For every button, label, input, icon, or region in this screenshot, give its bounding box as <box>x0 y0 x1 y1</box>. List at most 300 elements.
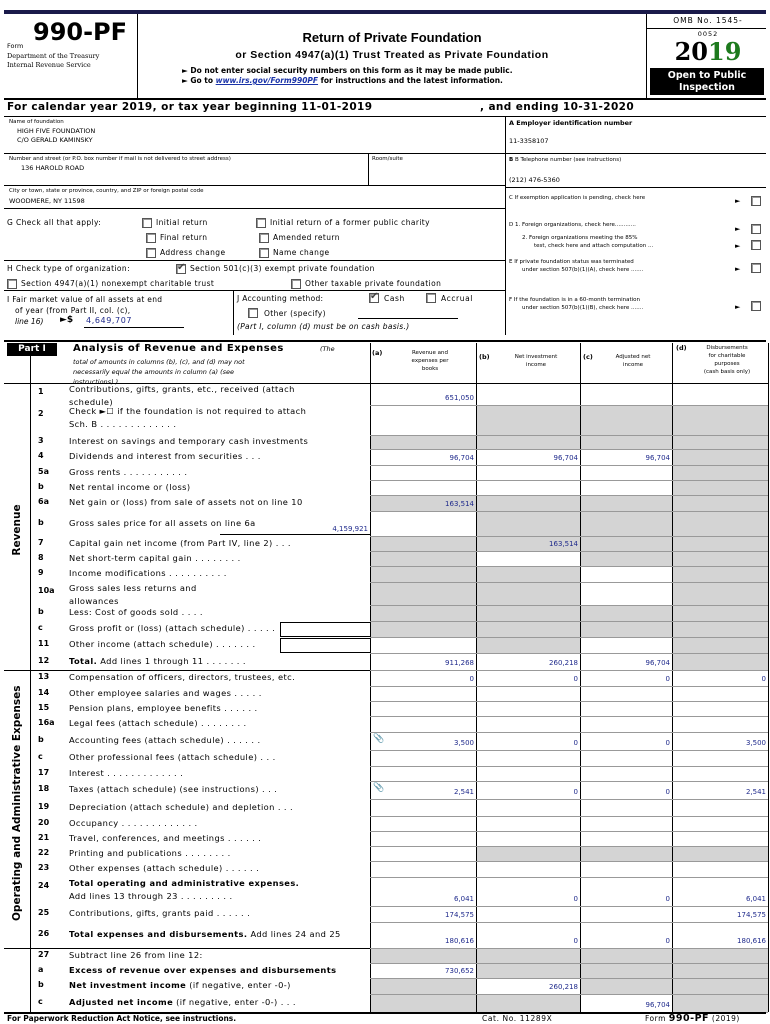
line-description: Other professional fees (attach schedule) . . . <box>69 752 276 762</box>
grey-cell <box>477 512 580 536</box>
row-rule <box>370 831 768 832</box>
line-description: Printing and publications . . . . . . . . <box>69 847 231 858</box>
line-description: Total expenses and disbursements. Add lines 24 and 25 <box>69 929 341 939</box>
attachment-icon[interactable]: 📎 <box>373 783 385 793</box>
grey-cell <box>673 995 768 1012</box>
grey-cell <box>477 964 580 978</box>
col-c-line-1: Adjusted net <box>615 354 651 360</box>
initial-return-checkbox[interactable] <box>142 218 152 228</box>
line-number: b <box>38 980 44 989</box>
row-rule <box>370 686 768 687</box>
irs-link[interactable]: www.irs.gov/Form990PF <box>215 76 319 85</box>
amount-col-d: 3,500 <box>745 739 766 747</box>
line-description: Taxes (attach schedule) (see instructions) . . . <box>69 784 278 794</box>
footer-form-year: (2019) <box>711 1014 740 1023</box>
row-rule <box>370 781 768 782</box>
ssn-warning: ► Do not enter social security numbers on this form as it may be made public. <box>182 66 513 75</box>
grey-cell <box>673 949 768 963</box>
amount-col-c: 0 <box>665 739 670 747</box>
amount-col-a: 730,652 <box>445 967 474 975</box>
j-note: (Part I, column (d) must be on cash basis.) <box>237 322 410 331</box>
name-change-checkbox[interactable] <box>259 248 269 258</box>
omb-label: OMB No. 1545- <box>673 16 743 25</box>
line-number: 8 <box>38 552 44 562</box>
d1-checkbox[interactable] <box>751 224 761 234</box>
arrow-f: ► <box>735 303 741 311</box>
col-d-line-1: Disbursements <box>706 345 748 351</box>
city-value: WOODMERE, NY 11598 <box>9 197 85 205</box>
line-description: Other employee salaries and wages . . . . . <box>69 687 262 698</box>
amount-col-c: 96,704 <box>645 1001 670 1009</box>
fmv-value: 4,649,707 <box>86 316 133 325</box>
line-description: Compensation of officers, directors, trustees, etc. <box>69 672 296 682</box>
dept-line2: Internal Revenue Service <box>7 61 91 69</box>
line-description-bold: Total. <box>69 655 98 666</box>
room-divider <box>368 153 369 185</box>
line-description: Net short-term capital gain . . . . . . . . <box>69 552 241 563</box>
attachment-icon[interactable]: 📎 <box>373 734 385 744</box>
f-label-2: under section 507(b)(1)(B), check here ....... <box>522 305 644 311</box>
grey-cell <box>477 583 580 605</box>
grey-cell <box>477 847 580 861</box>
row-rule <box>370 732 768 733</box>
cash-checkbox[interactable] <box>369 293 379 303</box>
grey-cell <box>581 847 672 861</box>
phone-value: (212) 476-5360 <box>509 176 560 184</box>
col-a-line-3: books <box>421 366 439 372</box>
line-description: Interest on savings and temporary cash investments <box>69 436 309 446</box>
revenue-side-label: Revenue <box>11 504 23 556</box>
line-number: 7 <box>38 537 44 547</box>
footer-form-name: 990-PF <box>668 1013 710 1024</box>
row-rule <box>370 906 768 907</box>
line-description: Net gain or (loss) from sale of assets not on line 10 <box>69 497 303 507</box>
line-number: 6a <box>38 497 49 506</box>
line-description: Contributions, gifts, grants paid . . . . . . <box>69 908 251 918</box>
line-description: Occupancy . . . . . . . . . . . . . <box>69 817 198 828</box>
line-number: 10a <box>38 586 55 595</box>
amended-return-checkbox[interactable] <box>259 233 269 243</box>
line-description: Other income (attach schedule) . . . . . . . <box>69 639 256 649</box>
footer-form <box>645 1013 740 1024</box>
grey-cell <box>371 583 476 605</box>
line-description-cont: schedule) <box>69 397 114 407</box>
amount-col-c: 0 <box>665 788 670 796</box>
year-prefix: 20 <box>674 37 708 66</box>
f-checkbox[interactable] <box>751 301 761 311</box>
g-label: G Check all that apply: <box>7 218 102 227</box>
line-description <box>69 965 336 975</box>
grey-cell <box>371 622 476 637</box>
line-description: Less: Cost of goods sold . . . . <box>69 607 203 617</box>
amount-col-b: 0 <box>573 739 578 747</box>
grey-cell <box>581 552 672 566</box>
col-b-text <box>494 353 578 369</box>
line-number: 17 <box>38 767 50 777</box>
line-description: Contributions, gifts, grants, etc., received (attach <box>69 384 295 394</box>
e-label-1: E If private foundation status was terminated <box>509 259 634 265</box>
i-dollar: ►$ <box>60 315 74 325</box>
phone-label: B B Telephone number (see instructions) <box>509 157 622 163</box>
line-number: 12 <box>38 655 50 665</box>
line-description: Travel, conferences, and meetings . . . . . . <box>69 832 262 843</box>
grey-cell <box>673 567 768 582</box>
footer-paperwork: For Paperwork Reduction Act Notice, see instructions. <box>7 1014 237 1023</box>
amount-col-b: 0 <box>573 895 578 903</box>
grey-cell <box>673 606 768 621</box>
col-b-line-2: income <box>525 362 547 368</box>
amount-col-b: 0 <box>573 937 578 945</box>
grey-cell <box>477 606 580 621</box>
line-number: 16a <box>38 718 55 727</box>
h-rule <box>4 260 506 261</box>
amount-col-c: 0 <box>665 675 670 683</box>
grey-cell <box>581 406 672 435</box>
amount-col-a: 163,514 <box>445 500 474 508</box>
sub-amount-box[interactable] <box>280 622 370 637</box>
line-number: b <box>38 481 44 491</box>
line-description: Check ►☐ if the foundation is not required to attach <box>69 406 307 416</box>
amount-col-d: 174,575 <box>737 911 766 919</box>
line-description <box>69 878 299 888</box>
i-label-2: of year (from Part II, col. (c), <box>15 306 131 315</box>
form-number: 990-PF <box>33 18 128 46</box>
line-description: Net investment income (if negative, enter -0-) <box>69 980 291 990</box>
calendar-rule <box>4 116 766 117</box>
line-number: 9 <box>38 568 44 577</box>
tax-year <box>650 37 766 66</box>
grey-cell <box>371 995 476 1012</box>
d2-label-1: 2. Foreign organizations meeting the 85% <box>522 235 638 241</box>
org-divider <box>505 116 506 208</box>
grey-cell <box>673 466 768 480</box>
col-b-line-1: Net investment <box>514 354 558 360</box>
e-checkbox[interactable] <box>751 263 761 273</box>
line-number: 11 <box>38 639 50 648</box>
amount-col-a: 174,575 <box>445 911 474 919</box>
i-label-1: I Fair market value of all assets at end <box>7 295 163 304</box>
line-description: Total. Add lines 1 through 11 . . . . . . . <box>69 655 246 666</box>
row-rule <box>370 877 768 878</box>
col-a-letter: (a) <box>372 349 383 357</box>
line-description-cont: allowances <box>69 596 119 606</box>
room-label: Room/suite <box>372 156 403 162</box>
line-description: Gross sales price for all assets on line 6a <box>69 517 256 528</box>
city-label: City or town, state or province, country, and ZIP or foreign postal code <box>9 188 204 194</box>
grey-cell <box>581 606 672 621</box>
part1-top-rule <box>4 340 766 342</box>
col-d-line-2: for charitable <box>708 353 746 359</box>
ein-value: 11-3358107 <box>509 137 549 145</box>
amount-col-a: 6,041 <box>453 895 474 903</box>
footer-form-prefix: Form <box>645 1014 666 1023</box>
foundation-name-label: Name of foundation <box>9 119 64 125</box>
line-description: Gross rents . . . . . . . . . . . <box>69 466 188 477</box>
omb-rule <box>646 28 766 29</box>
grey-cell <box>673 552 768 566</box>
grey-cell <box>371 552 476 566</box>
col-a-header <box>370 343 476 383</box>
ein-label: A Employer identification number <box>509 119 633 127</box>
amount-col-d: 0 <box>761 675 766 683</box>
i-rule <box>4 290 506 291</box>
line-description: Depreciation (attach schedule) and depletion . . . <box>69 801 294 812</box>
grey-cell <box>581 964 672 978</box>
amount-col-a: 180,616 <box>445 937 474 945</box>
grey-cell <box>673 436 768 449</box>
address-change-checkbox[interactable] <box>146 248 156 258</box>
amount-col-a: 911,268 <box>445 659 474 667</box>
col-c-text <box>596 353 670 369</box>
form-prefix: Form <box>7 42 24 50</box>
line-number: 5a <box>38 466 49 476</box>
foundation-name: HIGH FIVE FOUNDATION <box>17 127 96 135</box>
h-4947-label: Section 4947(a)(1) nonexempt charitable trust <box>21 279 215 288</box>
line-number: 13 <box>38 672 50 681</box>
amount-col-c: 96,704 <box>645 454 670 462</box>
line-description-cont: Sch. B . . . . . . . . . . . . . <box>69 419 177 429</box>
grey-cell <box>673 406 768 435</box>
line-description-bold: Total operating and administrative expenses. <box>69 878 300 888</box>
grey-cell <box>673 481 768 495</box>
amount-col-d: 180,616 <box>737 937 766 945</box>
irs-link-suffix: for instructions and the latest information. <box>318 76 503 85</box>
row-rule <box>370 750 768 751</box>
check-divider <box>505 208 506 335</box>
grey-cell <box>371 606 476 621</box>
line-description: Gross profit or (loss) (attach schedule) . . . . . <box>69 623 276 633</box>
d1-label: D 1. Foreign organizations, check here............ <box>509 222 636 228</box>
i-label-3: line 16) <box>15 317 44 326</box>
form-title: Return of Private Foundation <box>302 30 482 45</box>
irs-link-line <box>182 76 503 85</box>
other-method-label: Other (specify) <box>264 309 326 318</box>
part1-desc-1: total of amounts in columns (b), (c), and (d) may not <box>73 358 245 366</box>
line-number: c <box>38 752 43 761</box>
line-number: 18 <box>38 784 50 793</box>
line-description: Accounting fees (attach schedule) . . . . . . <box>69 735 261 745</box>
line-number: 19 <box>38 801 50 811</box>
open-inspection <box>650 68 764 95</box>
col-b-header <box>476 343 580 383</box>
row-rule <box>370 766 768 767</box>
grey-cell <box>371 567 476 582</box>
line-description-bold: Adjusted net income <box>69 997 174 1007</box>
line-number: 4 <box>38 451 44 460</box>
d2-label-2: test, check here and attach computation ... <box>534 243 654 249</box>
amount-col-b: 163,514 <box>549 540 578 548</box>
grey-cell <box>673 847 768 861</box>
line-number: 23 <box>38 863 50 872</box>
org-rule3 <box>506 187 766 188</box>
grey-cell <box>477 638 580 653</box>
h-4947-checkbox[interactable] <box>7 279 17 289</box>
line-description-cont: Add lines 13 through 23 . . . . . . . . . <box>69 891 233 901</box>
grey-cell <box>673 496 768 511</box>
amount-col-c: 0 <box>665 895 670 903</box>
inline-amount-line <box>220 534 370 535</box>
exemption-pending-label: C If exemption application is pending, check here <box>509 195 646 201</box>
col-c-header <box>580 343 672 383</box>
grey-cell <box>673 512 768 536</box>
col-a-line-2: expenses per <box>411 358 449 364</box>
ij-divider <box>233 290 234 335</box>
other-method-line[interactable] <box>358 318 458 319</box>
line-description-bold: Total expenses and disbursements. <box>69 929 248 939</box>
h-501c3-label: Section 501(c)(3) exempt private foundation <box>190 264 375 273</box>
col-a-line-1: Revenue and <box>411 350 449 356</box>
line-number: 26 <box>38 929 50 938</box>
line-number: 27 <box>38 949 50 959</box>
amount-col-a: 2,541 <box>453 788 474 796</box>
col-a-text <box>386 349 474 373</box>
initial-former-label: Initial return of a former public charity <box>270 218 430 227</box>
column-rule-0 <box>30 343 31 1012</box>
line-number: a <box>38 964 44 974</box>
line-description: Other expenses (attach schedule) . . . . . . <box>69 863 260 873</box>
column-rule-5 <box>768 343 769 1012</box>
header-divider-left <box>137 14 138 99</box>
grey-cell <box>477 496 580 511</box>
sub-amount-box[interactable] <box>280 638 370 653</box>
arrow-d1: ► <box>735 225 741 233</box>
amount-col-a: 96,704 <box>449 454 474 462</box>
grey-cell <box>673 638 768 653</box>
part1-title: Analysis of Revenue and Expenses <box>73 343 284 354</box>
h-other-label: Other taxable private foundation <box>305 279 442 288</box>
part1-desc-3: instructions).) <box>73 378 119 386</box>
part1-desc-2: necessarily equal the amounts in column (a) (see <box>73 368 235 376</box>
grey-cell <box>371 436 476 449</box>
inline-amount: 4,159,921 <box>332 525 368 533</box>
exemption-pending-checkbox[interactable] <box>751 196 761 206</box>
arrow-e: ► <box>735 265 741 273</box>
line-number: b <box>38 517 44 527</box>
arrow-d2: ► <box>735 242 741 250</box>
grey-cell <box>581 496 672 511</box>
irs-link-prefix: ► Go to <box>182 76 216 85</box>
grey-cell <box>371 537 476 551</box>
footer-cat: Cat. No. 11289X <box>482 1014 553 1023</box>
top-rule <box>4 10 766 14</box>
final-return-checkbox[interactable] <box>146 233 156 243</box>
line-number: 15 <box>38 702 50 712</box>
line-description: Gross sales less returns and <box>69 583 197 593</box>
col-d-letter: (d) <box>676 344 687 352</box>
form-subtitle: or Section 4947(a)(1) Trust Treated as Private Foundation <box>235 49 549 61</box>
grey-cell <box>581 622 672 637</box>
line-number: b <box>38 607 44 616</box>
h-501c3-checkbox[interactable] <box>176 264 186 274</box>
line-description: Subtract line 26 from line 12: <box>69 949 203 960</box>
row-rule <box>370 716 768 717</box>
row-rule <box>370 799 768 800</box>
initial-former-checkbox[interactable] <box>256 218 266 228</box>
grey-cell <box>477 622 580 637</box>
line-number: 14 <box>38 687 50 697</box>
calendar-ending: , and ending 10-31-2020 <box>480 101 635 113</box>
line-number: 1 <box>38 387 44 396</box>
line-description: Legal fees (attach schedule) . . . . . . . . <box>69 718 247 728</box>
line-number: b <box>38 735 44 744</box>
grey-cell <box>581 436 672 449</box>
col-d-header <box>672 343 768 383</box>
line-description-bold: Net investment income <box>69 980 187 990</box>
open-line2: Inspection <box>679 82 735 93</box>
d2-checkbox[interactable] <box>751 240 761 250</box>
line-description: Adjusted net income (if negative, enter -0-) . . . <box>69 997 296 1007</box>
open-line1: Open to Public <box>667 70 747 81</box>
part1-label: Part I <box>7 343 57 356</box>
line-number: 20 <box>38 817 50 827</box>
header-bottom-rule <box>4 98 766 100</box>
row-rule <box>370 670 768 671</box>
accrual-checkbox[interactable] <box>426 293 436 303</box>
amount-col-b: 0 <box>573 675 578 683</box>
line-number: 24 <box>38 881 50 890</box>
amount-col-b: 0 <box>573 788 578 796</box>
line-number: 3 <box>38 436 44 445</box>
grey-cell <box>371 949 476 963</box>
part1-title-note: (The <box>320 345 335 353</box>
row-rule <box>370 922 768 923</box>
street-label: Number and street (or P.O. box number if mail is not delivered to street address) <box>9 156 231 162</box>
line-number: c <box>38 623 43 632</box>
col-d-line-3: purposes <box>714 361 740 367</box>
h-other-checkbox[interactable] <box>291 279 301 289</box>
amount-col-d: 2,541 <box>745 788 766 796</box>
line-number: 25 <box>38 908 50 917</box>
expenses-side-label: Operating and Administrative Expenses <box>11 685 23 921</box>
amount-col-a: 651,050 <box>445 394 474 402</box>
grey-cell <box>477 406 580 435</box>
amount-col-b: 96,704 <box>553 454 578 462</box>
other-method-checkbox[interactable] <box>248 308 258 318</box>
address-change-label: Address change <box>160 248 226 257</box>
col-c-letter: (c) <box>583 353 593 361</box>
amount-col-c: 96,704 <box>645 659 670 667</box>
name-change-label: Name change <box>273 248 330 257</box>
amount-col-b: 260,218 <box>549 983 578 991</box>
j-label: J Accounting method: <box>237 294 324 303</box>
org-rule2 <box>4 185 506 186</box>
fmv-underline <box>84 327 184 328</box>
col-d-text <box>686 344 768 376</box>
amount-col-b: 260,218 <box>549 659 578 667</box>
row-rule <box>370 861 768 862</box>
f-label-1: F If the foundation is in a 60-month termination <box>509 297 640 303</box>
grey-cell <box>477 567 580 582</box>
header-divider-right <box>646 14 647 99</box>
row-rule <box>370 816 768 817</box>
grey-cell <box>581 512 672 536</box>
line-description: Income modifications . . . . . . . . . . <box>69 568 227 578</box>
grey-cell <box>581 979 672 994</box>
e-label-2: under section 507(b)(1)(A), check here ....... <box>522 267 644 273</box>
org-rule1 <box>4 153 766 154</box>
h-label: H Check type of organization: <box>7 264 130 273</box>
grey-cell <box>673 537 768 551</box>
amount-col-c: 0 <box>665 937 670 945</box>
accrual-label: Accrual <box>441 294 473 303</box>
grey-cell <box>581 949 672 963</box>
final-return-label: Final return <box>160 233 208 242</box>
grey-cell <box>371 979 476 994</box>
row-rule <box>370 701 768 702</box>
line-description: Interest . . . . . . . . . . . . . <box>69 767 184 778</box>
initial-return-label: Initial return <box>156 218 208 227</box>
phone-label-text: B Telephone number (see instructions) <box>514 157 622 163</box>
